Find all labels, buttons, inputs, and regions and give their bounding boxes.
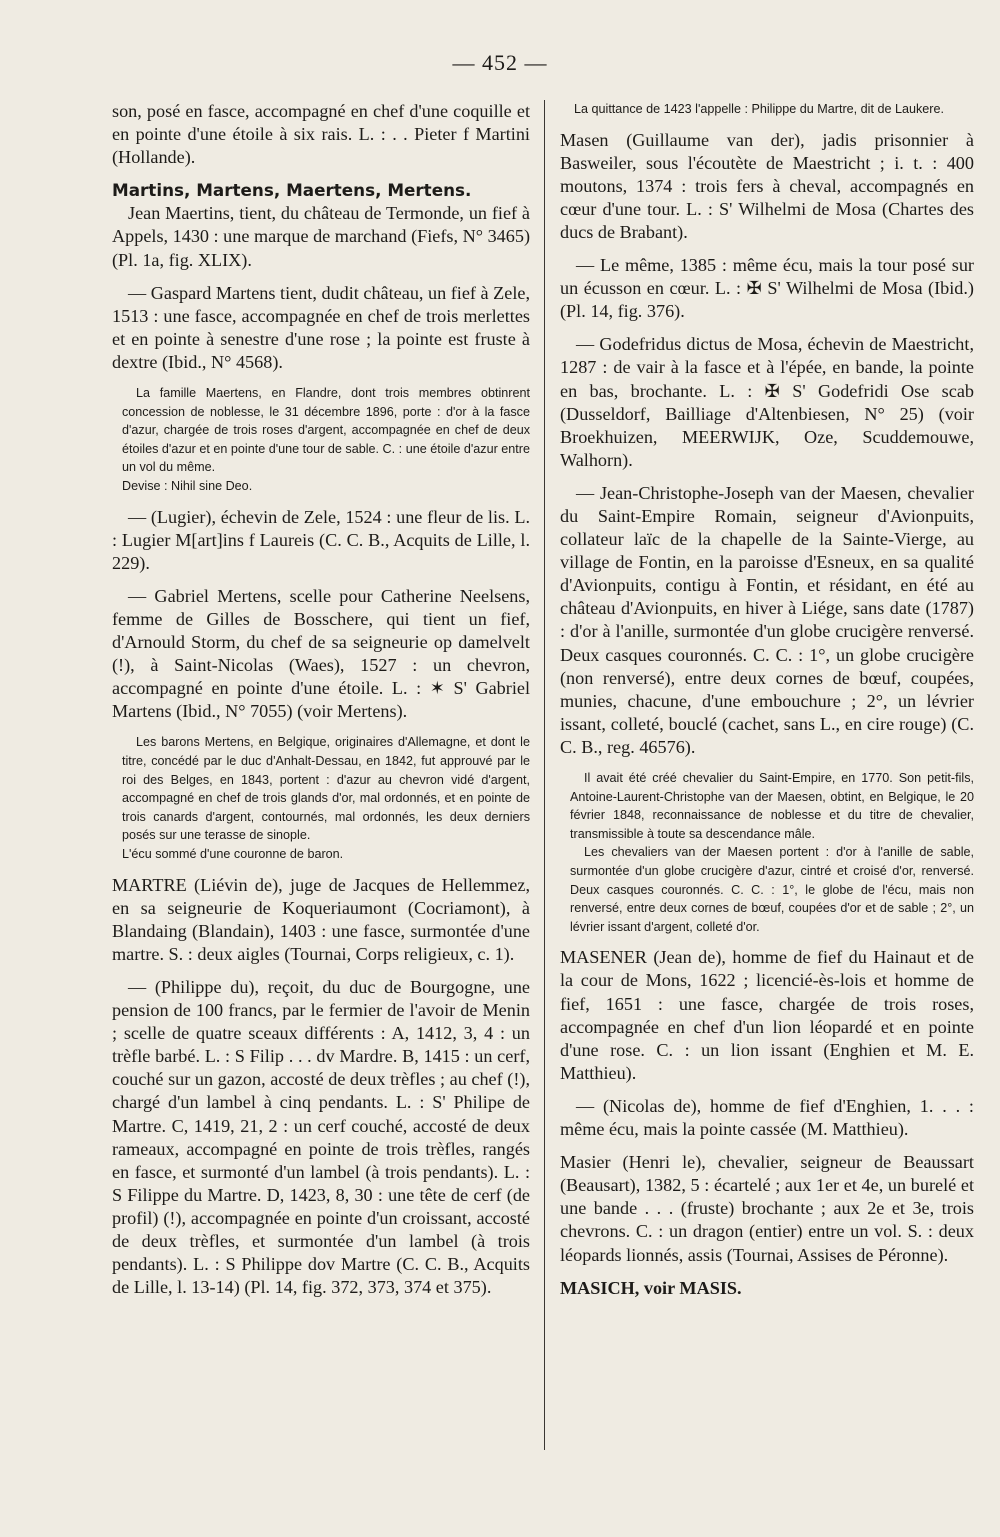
column-divider [544,100,545,1450]
page-number: — 452 — [452,50,548,75]
entry-gaspard-martens: — Gaspard Martens tient, dudit château, un fief à Zele, 1513 : une fasce, accompagnée en chef de trois merlettes et en pointe à senestre d'une rose ; la pointe est fruste à dextre (Ibid., N° 4568). [112,282,530,372]
entry-godefridus: — Godefridus dictus de Mosa, échevin de Maestricht, 1287 : de vair à la fasce et à l'épée, en bande, la pointe en bas, brochante. L. : ✠ S' Godefridi Ose scab (Dusseldorf, Bailliage d'Altenbiesen, N° 25) (voir Broekhuizen, MEERWIJK, Oze, Scuddemouwe, Walhorn). [560,334,974,470]
entry-pieter-martini: son, posé en fasce, accompagné en chef d'une coquille et en pointe d'une étoile à six rais. L. : . . Pieter f Martini (Hollande). [112,101,530,168]
entry-jean-christophe-maesen: — Jean-Christophe-Joseph van der Maesen, chevalier du Saint-Empire Romain, seigneur d'Avionpuits, collateur laïc de la chapelle de la Sainte-Vierge, au village de Fontin, en la paroisse d'Esneux, en sa qualité d'Avionpuits, contigu à Fontin, et résidant, en été au château d'Avionpuits, en hiver à Liége, sans date (1787) : d'or à l'anille, surmontée d'un globe crucigère renversé. Deux casques couronnés. C. C. : 1°, un globe crucigère (non renversé), entre deux cornes de bœuf, coupées, munies, chacune, d'une embouchure ; 2°, un lévrier issant, colleté, bouclé (cachet, sans L., en cire rouge) (C. C. B., reg. 46576). [560,482,974,757]
entry-masener-jean: MASENER (Jean de), homme de fief du Hainaut et de la cour de Mons, 1622 ; licencié-ès-lois et homme de fief, 1651 : une fasce, chargée de trois roses, accompagnée en chef d'un lion léopardé et en pointe d'une rose. C. : un lion issant (Enghien et M. E. Matthieu). [560,947,974,1083]
entry-heading-martins: Martins, Martens, Maertens, Mertens. [112,180,472,201]
entry-masen-le-meme: — Le même, 1385 : même écu, mais la tour posé sur un écusson en cœur. L. : ✠ S' Wilhelmi de Mosa (Ibid.) (Pl. 14, fig. 376). [560,255,974,322]
note-famille-maertens: La famille Maertens, en Flandre, dont trois membres obtinrent concession de noblesse, le 31 décembre 1896, porte : d'or à la fasce d'azur, chargée de trois roses d'argent, accompagnée en chef de deux étoiles d'azur et en pointe d'une tour de sable. C. : une étoile d'azur entre un vol du même. [122,386,530,475]
note-quittance-1423: La quittance de 1423 l'appelle : Philippe du Martre, dit de Laukere. [574,102,944,116]
entry-masen-guillaume: Masen (Guillaume van der), jadis prisonnier à Basweiler, sous l'écoutète de Maestricht ; i. t. : 400 moutons, 1374 : trois fers à cheval, accompagnés en cœur d'une tour. L. : S' Wilhelmi de Mosa (Chartes des ducs de Brabant). [560,129,974,242]
note-chevaliers-van-der-maesen: Les chevaliers van der Maesen portent : d'or à l'anille de sable, surmontée d'un globe crucigère d'azur, cintré et croisé d'or, renversé. Deux casques couronnés. C. C. : 1°, le globe de l'écu, mais non renversé, entre deux cornes de bœuf, coupées d'or et de sable ; 2°, un lévrier issant d'argent, colleté d'or. [570,845,974,934]
right-column [560,100,974,1310]
note-barons-mertens: Les barons Mertens, en Belgique, originaires d'Allemagne, et dont le titre, concédé par le duc d'Anhalt-Dessau, en 1842, fut approuvé par le roi des Belges, en 1843, portent : d'azur au chevron vidé d'argent, accompagné en chef de trois glands d'or, mal ordonnés, et en pointe de trois canards d'argent, contournés, mal ordonnés, les deux derniers posés sur une terasse de sinople. [122,735,530,843]
entry-philippe-du-martre: — (Philippe du), reçoit, du duc de Bourgogne, une pension de 100 francs, par le fermier de l'avoir de Menin ; scelle de quatre sceaux différents : A, 1412, 3, 4 : un trèfle barbé. L. : S Filip . . . dv Mardre. B, 1415 : un cerf, couché sur un gazon, accosté de deux trèfles ; au chef (!), chargé d'un lambel à cinq pendants. L. : S' Philipe de Martre. C, 1419, 21, 2 : un cerf couché, accosté de deux rameaux, accompagné en pointe de trois trèfles, rangés en fasce, et surmonté d'un lambel (à trois pendants). L. : S Filippe du Martre. D, 1423, 8, 30 : une tête de cerf (de profil) (!), accompagnée en pointe d'un croissant, accosté de deux trèfles, et surmontée d'un lambel (à trois pendants). L. : S Philippe dov Martre (C. C. B., Acquits de Lille, l. 13-14) (Pl. 14, fig. 372, 373, 374 et 375). [112,976,530,1298]
entry-lugier: — (Lugier), échevin de Zele, 1524 : une fleur de lis. L. : Lugier M[art]ins f Laureis (C. C. B., Acquits de Lille, l. 229). [112,506,530,573]
entry-martre-lievin: MARTRE (Liévin de), juge de Jacques de Hellemmez, en sa seigneurie de Koqueriaumont (Cocriamont), à Blandaing (Blandain), 1403 : une fasce, surmontée d'une martre. S. : deux aigles (Tournai, Corps religieux, c. 1). [112,874,530,964]
entry-masener-nicolas: — (Nicolas de), homme de fief d'Enghien, 1. . . : même écu, mais la pointe cassée (M. Matthieu). [560,1095,974,1140]
entry-jean-maertins: Jean Maertins, tient, du château de Termonde, un fief à Appels, 1430 : une marque de marchand (Fiefs, N° 3465) (Pl. 1a, fig. XLIX). [112,203,530,270]
entry-masier-henri: Masier (Henri le), chevalier, seigneur de Beaussart (Beausart), 1382, 5 : écartelé ; aux 1er et 4e, un burelé et une bande . . . (fruste) brochante ; aux 2e et 3e, trois chevrons. C. : un dragon (entier) entre un vol. S. : deux léopards lionnés, assis (Tournai, Assises de Péronne). [560,1152,974,1265]
entry-gabriel-mertens: — Gabriel Mertens, scelle pour Catherine Neelsens, femme de Gilles de Bosschere, qui tient un fief, d'Arnould Storm, du chef de sa seigneurie op damelvelt (!), à Saint-Nicolas (Waes), 1527 : un chevron, accompagné en pointe d'une étoile. L. : ✶ S' Gabriel Martens (Ibid., N° 7055) (voir Mertens). [112,585,530,722]
note-devise: Devise : Nihil sine Deo. [122,479,253,493]
left-column [112,100,530,1309]
note-ecu-somme: L'écu sommé d'une couronne de baron. [122,847,344,861]
note-chevalier-saint-empire: Il avait été créé chevalier du Saint-Empire, en 1770. Son petit-fils, Antoine-Laurent-Christophe van der Maesen, obtint, en Belgique, le 20 février 1848, reconnaissance de noblesse et du titre de chevalier, transmissible à toute sa descendance mâle. [570,771,974,841]
entry-masich: MASICH, voir MASIS. [560,1277,742,1298]
